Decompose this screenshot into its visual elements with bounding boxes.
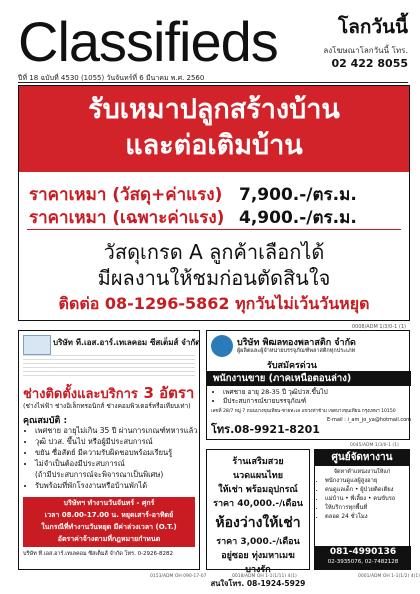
list-item: • ขยัน ซื่อสัตย์ มีความรับผิดชอบพร้อมเรียนรู้ <box>35 447 199 458</box>
list-item: • เพศชาย อายุไม่เกิน 35 ปี ผ่านการเกณฑ์ทหารแล้ว <box>35 425 199 436</box>
main-ad <box>18 85 410 321</box>
rent-line-5: อยู่ซอย ทุ่งมหาเมฆ <box>221 551 295 561</box>
rent-price-2: ราคา 3,000.-/เดือน <box>216 537 300 547</box>
main-ad-headline-1: รับเหมาปลูกสร้างบ้าน <box>88 94 340 125</box>
price-2-label: ราคาเหมา (เฉพาะค่าแรง) <box>29 208 225 228</box>
list-item: • ให้บริการทุกพื้นที่ <box>325 504 409 513</box>
left-subhead: (ช่างไฟฟ้า ช่างอิเล็กทรอนิกส์ ช่างคอมพิวเตอร์หรือเทียบเท่า) <box>23 402 191 410</box>
rent-line-2: นวดแผนไทย <box>232 471 283 481</box>
job-ad-ref: 0001/ADM OH 1-1(1/2) 4(1) <box>358 574 420 579</box>
left-qual-list <box>23 425 199 491</box>
left-address: บริษัท ที.เอส.อาร์.เทเลคอม ซีสเต็มส์ จำกัด โทร. 0-2926-8282 <box>23 551 174 557</box>
list-item: • ตลอด 24 ชั่วโมง <box>325 513 409 522</box>
rent-line-4: ห้องว่างให้เช่า <box>215 515 301 531</box>
rent-phone: สนใจโทร. 08-1924-5929 <box>210 579 306 588</box>
left-footer-2: เวลา 08.00-17.00 น. หยุดเสาร์-อาทิตย์ <box>44 511 174 519</box>
job-center-ad <box>314 449 410 570</box>
rent-line-6: บางรัก <box>245 565 271 575</box>
divider-line <box>27 229 401 230</box>
main-ad-banner <box>19 86 409 172</box>
right-company-name: บริษัท พิฒลทองพลาสติก จำกัด <box>237 338 356 348</box>
newspaper-logo <box>316 16 408 70</box>
right-company-desc: ผู้ผลิตและผู้จำหน่ายบรรจุภัณฑ์พลาสติกทุกประเภท <box>237 348 356 354</box>
list-item: • เพศชาย อายุ 28-35 ปี วุฒิปวส.ขึ้นไป <box>223 388 407 397</box>
list-item: • คนดูแลเด็ก • ผู้ป่วยติดเตียง <box>325 486 409 495</box>
rent-price: ราคา 40,000.-/เดือน <box>213 499 303 509</box>
left-job-ad <box>18 330 200 570</box>
left-ad-ref: 0153/ADM OH 090-17-07 <box>150 574 207 579</box>
right-ad-ref: 0045/ADM 1/3/0-1 (1) <box>350 443 399 448</box>
list-item: • ไม่จำเป็นต้องมีประสบการณ์ <box>35 458 199 469</box>
left-headline-a: ช่างติดตั้งและบริการ <box>23 387 138 402</box>
list-item: (ถ้ามีประสบการณ์จะพิจารณาเป็นพิเศษ) <box>35 470 164 479</box>
main-ad-ref: 0008/ADM 1/3/0-1 (1) <box>351 324 406 330</box>
right-job-ad <box>206 330 410 440</box>
list-item: • แม่บ้าน • พี่เลี้ยง • คนขับรถ <box>325 495 409 504</box>
job-center-phone-2: 02-3935076, 02-7482128 <box>327 559 399 565</box>
list-item: • มีประสบการณ์ขายบรรจุภัณฑ์ <box>223 397 407 406</box>
rent-line-3: ให้เช่า พร้อมอุปกรณ์ <box>218 485 298 495</box>
main-ad-contact: ติดต่อ 08-1296-5862 ทุกวันไม่เว้นวันหยุด <box>58 294 370 313</box>
rent-ad-ref: 0018/ADM OH 1-1(1/11) 4(1) <box>232 574 297 579</box>
job-center-title: ศูนย์จัดหางาน <box>315 450 409 466</box>
dateline: ปีที่ 18 ฉบับที่ 4530 (1055) วันจันทร์ที่ 6 มีนาคม พ.ศ. 2560 <box>18 74 205 82</box>
left-headline-b: 3 อัตรา <box>143 384 195 402</box>
list-item: • รับพร้อมที่พักโรงงานหรือบ้านพักได้ <box>35 480 199 491</box>
left-footer-4: อัตราค่าจ้างตามที่กฎหมายกำหนด <box>57 535 161 543</box>
masthead-title: Classifieds <box>18 10 278 73</box>
right-email: E-mail : i_am_jo_ya@hotmail.com <box>327 417 412 423</box>
left-footer-3: ในกรณีที่ทำงานวันหยุด มีค่าล่วงเวลา (O.T.) <box>41 523 177 531</box>
right-qual-list <box>211 388 407 406</box>
urgent-label: รับสมัครด่วน <box>267 361 317 371</box>
right-phone: โทร.08-9921-8201 <box>211 423 320 436</box>
left-company-name: บริษัท ที.เอส.อาร์.เทเลคอม ซีสเต็มส์ จำกัด <box>53 338 201 347</box>
left-qual-title: คุณสมบัติ : <box>23 416 68 426</box>
rent-line-1: ร้านเสริมสวย <box>232 457 284 467</box>
main-ad-headline-2: และต่อเติมบ้าน <box>125 130 303 161</box>
price-row-2 <box>29 204 357 231</box>
job-center-phone-1: 081-4990136 <box>329 547 397 557</box>
position-banner: พนักงานขาย (ภาคเหนือตอนล่าง) <box>207 371 411 386</box>
main-ad-line-2: มีผลงานให้ชมก่อนตัดสินใจ <box>97 266 331 290</box>
left-footer-box <box>23 497 195 547</box>
list-item: • วุฒิ ปวส. ขึ้นไป หรือผู้มีประสบการณ์ <box>35 436 199 447</box>
logo-name: โลกวันนี้ <box>338 16 408 38</box>
job-center-subtitle: จัดหาตำแหน่งงานให้แก่ <box>333 469 391 475</box>
logo-tagline: ลงโฆษณาโลกวันนี้ โทร. <box>323 46 408 55</box>
job-center-contact <box>315 546 411 570</box>
company-description-block <box>23 355 195 379</box>
company-logo-icon <box>23 335 51 355</box>
price-1-label: ราคาเหมา (วัสดุ+ค่าแรง) <box>29 185 223 205</box>
price-1-value: 7,900.-/ตร.ม. <box>239 185 357 205</box>
left-footer-1: บริษัทฯ ทำงานวันจันทร์ - ศุกร์ <box>63 499 155 507</box>
main-ad-line-1: วัสดุเกรด A ลูกค้าเลือกได้ <box>103 240 325 264</box>
masthead-divider <box>18 82 408 83</box>
logo-phone: 02 422 8055 <box>331 57 408 70</box>
price-2-value: 4,900.-/ตร.ม. <box>239 208 357 228</box>
list-item: • พนักงานดูแลผู้สูงอายุ <box>325 477 409 486</box>
right-address: เลขที่ 28/7 หมู่ 7 ถนนบางขุนเทียน-ชายทะเล แขวงท่าข้าม เขตบางขุนเทียน กรุงเทพฯ 10150 <box>211 409 396 414</box>
company-logo-icon <box>211 335 233 357</box>
